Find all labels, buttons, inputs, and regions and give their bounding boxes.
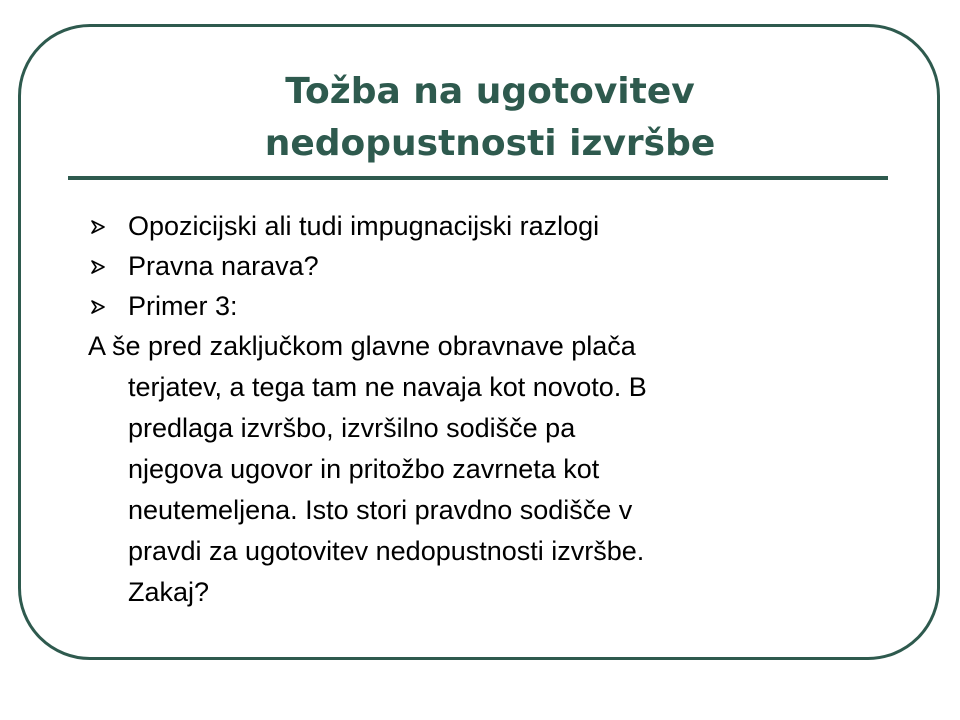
arrow-bullet-icon	[91, 206, 111, 246]
paragraph-line: njegova ugovor in pritožbo zavrneta kot	[128, 454, 600, 484]
arrow-bullet-icon	[91, 286, 111, 326]
bullet-text: Primer 3:	[128, 291, 238, 321]
bullet-text: Opozicijski ali tudi impugnacijski razlogi	[128, 211, 600, 241]
slide-body	[88, 206, 878, 613]
title-line-1: Tožba na ugotovitev	[285, 71, 695, 112]
bullet-item-1	[88, 206, 878, 246]
arrow-bullet-icon	[91, 246, 111, 286]
example-paragraph	[88, 326, 878, 613]
title-line-2: nedopustnosti izvršbe	[264, 123, 716, 164]
paragraph-line: A še pred zaključkom glavne obravnave plača	[88, 331, 636, 361]
slide-title	[80, 66, 900, 170]
paragraph-line: neutemeljena. Isto stori pravdno sodišče v	[128, 495, 633, 525]
paragraph-line: predlaga izvršbo, izvršilno sodišče pa	[128, 413, 576, 443]
title-divider	[68, 176, 888, 180]
paragraph-line: pravdi za ugotovitev nedopustnosti izvršbe.	[128, 536, 645, 566]
paragraph-line: terjatev, a tega tam ne navaja kot novoto. B	[128, 372, 647, 402]
bullet-text: Pravna narava?	[128, 251, 319, 281]
paragraph-line: Zakaj?	[128, 577, 210, 607]
bullet-item-3	[88, 286, 878, 326]
bullet-list	[88, 206, 878, 326]
bullet-item-2	[88, 246, 878, 286]
